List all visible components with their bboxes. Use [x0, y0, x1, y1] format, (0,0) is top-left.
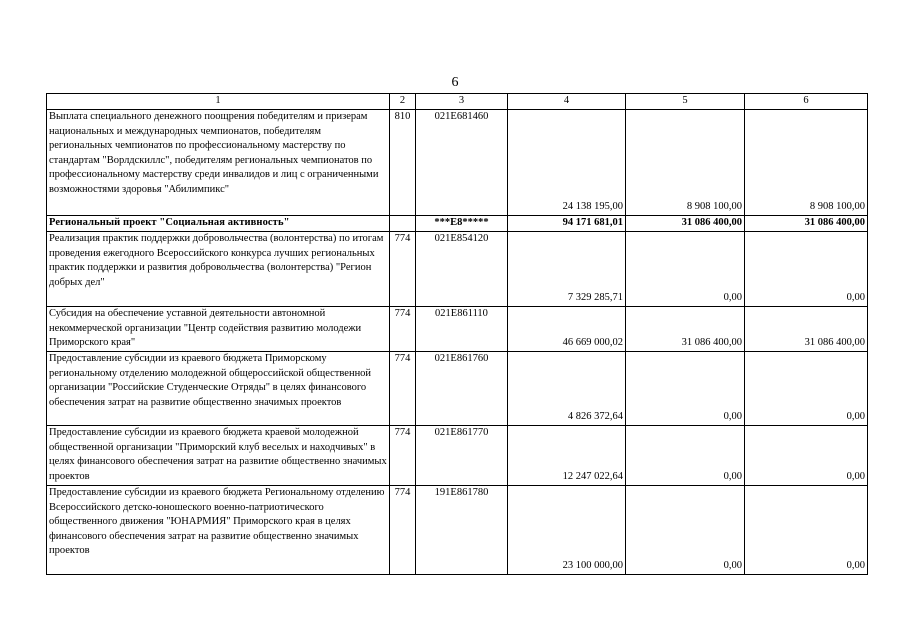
row-value-5: 8 908 100,00: [626, 110, 745, 216]
row-value-6: 0,00: [745, 426, 868, 486]
row-value-4: 24 138 195,00: [508, 110, 626, 216]
row-name: Предоставление субсидии из краевого бюджета Приморскому региональному отделению молодежной общероссийской общественной организации "Российские Студенческие Отряды" в целях финансового обеспечения затрат на развитие общественно значимых проектов: [47, 352, 390, 426]
row-value-5: 31 086 400,00: [626, 307, 745, 352]
row-value-4: 46 669 000,02: [508, 307, 626, 352]
table-row: [47, 426, 868, 486]
row-code-3: ***E8*****: [416, 216, 508, 232]
row-value-4: 94 171 681,01: [508, 216, 626, 232]
row-name: Субсидия на обеспечение уставной деятельности автономной некоммерческой организации "Центр содействия развитию молодежи Приморского края": [47, 307, 390, 352]
row-value-6: 31 086 400,00: [745, 307, 868, 352]
row-name: Выплата специального денежного поощрения победителям и призерам национальных и международных чемпионатов, победителям региональных чемпионатов по профессиональному мастерству по стандартам "Ворлдскиллс", победителям региональных чемпионатов по профессиональному мастерству среди инвалидов и лиц с ограниченными возможностями здоровья "Абилимпикс": [47, 110, 390, 216]
row-name: Предоставление субсидии из краевого бюджета Региональному отделению Всероссийского детско-юношеского военно-патриотического общественного движения "ЮНАРМИЯ" Приморского края в целях финансового обеспечения затрат на развитие общественно значимых проектов: [47, 486, 390, 575]
column-header: 2: [390, 94, 416, 110]
table-row-project: [47, 216, 868, 232]
column-header: 5: [626, 94, 745, 110]
row-value-5: 0,00: [626, 486, 745, 575]
row-code-3: 021E861760: [416, 352, 508, 426]
row-code-3: 191E861780: [416, 486, 508, 575]
table-row: [47, 486, 868, 575]
row-value-6: 0,00: [745, 486, 868, 575]
row-value-4: 7 329 285,71: [508, 232, 626, 307]
header-row: [47, 94, 868, 110]
row-value-5: 0,00: [626, 426, 745, 486]
row-value-4: 4 826 372,64: [508, 352, 626, 426]
row-value-5: 0,00: [626, 232, 745, 307]
row-code-3: 021E861110: [416, 307, 508, 352]
row-value-6: 0,00: [745, 232, 868, 307]
budget-table: [46, 93, 868, 575]
row-code-3: 021E854120: [416, 232, 508, 307]
table-row: [47, 307, 868, 352]
table-row: [47, 110, 868, 216]
row-value-5: 0,00: [626, 352, 745, 426]
row-code-2: 774: [390, 307, 416, 352]
row-code-2: 810: [390, 110, 416, 216]
row-code-3: 021E861770: [416, 426, 508, 486]
row-name: Реализация практик поддержки добровольчества (волонтерства) по итогам проведения ежегодного Всероссийского конкурса лучших региональных практик поддержки и развития добровольчества (волонтерства) "Регион добрых дел": [47, 232, 390, 307]
row-value-6: 31 086 400,00: [745, 216, 868, 232]
row-name: Предоставление субсидии из краевого бюджета краевой молодежной общественной организации "Приморский клуб веселых и находчивых" в целях финансового обеспечения затрат на развитие общественно значимых проектов: [47, 426, 390, 486]
column-header: 3: [416, 94, 508, 110]
page-number: 6: [451, 75, 459, 90]
row-value-4: 12 247 022,64: [508, 426, 626, 486]
row-value-5: 31 086 400,00: [626, 216, 745, 232]
column-header: 4: [508, 94, 626, 110]
row-name: Региональный проект "Социальная активность": [47, 216, 390, 232]
column-header: 6: [745, 94, 868, 110]
column-header: 1: [47, 94, 390, 110]
row-code-3: 021E681460: [416, 110, 508, 216]
row-code-2: 774: [390, 426, 416, 486]
row-value-6: 0,00: [745, 352, 868, 426]
table-row: [47, 232, 868, 307]
row-code-2: [390, 216, 416, 232]
row-code-2: 774: [390, 352, 416, 426]
row-value-4: 23 100 000,00: [508, 486, 626, 575]
row-code-2: 774: [390, 486, 416, 575]
row-code-2: 774: [390, 232, 416, 307]
row-value-6: 8 908 100,00: [745, 110, 868, 216]
table-row: [47, 352, 868, 426]
